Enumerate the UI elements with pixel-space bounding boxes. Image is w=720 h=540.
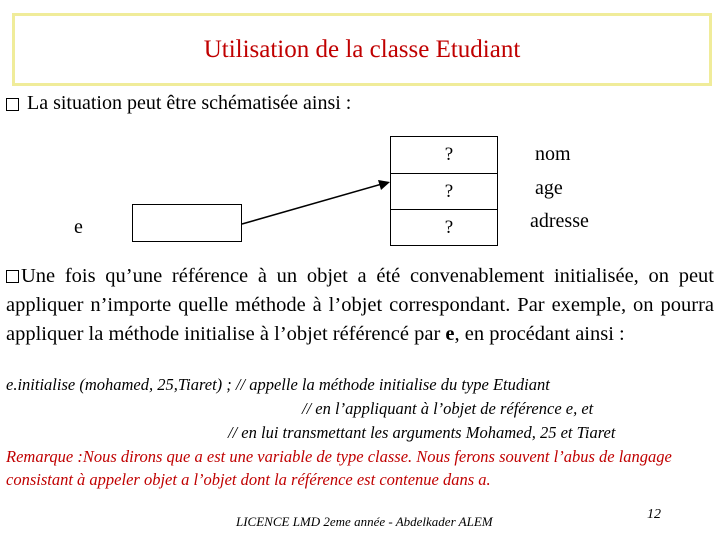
paragraph-bold: e [445, 323, 455, 345]
variable-label: e [74, 216, 83, 238]
paragraph-end: , en procédant ainsi : [454, 323, 625, 345]
object-box [390, 136, 498, 246]
field-age: age [535, 177, 563, 199]
page-number: 12 [647, 507, 661, 522]
field-nom: nom [535, 143, 571, 165]
field-adresse: adresse [530, 210, 589, 232]
checkbox-bullet-icon [6, 270, 19, 283]
code-line-2: // en l’appliquant à l’objet de référence e, et [302, 399, 594, 418]
code-line-3: // en lui transmettant les arguments Mohamed, 25 et Tiaret [228, 423, 616, 442]
slide-title: Utilisation de la classe Etudiant [203, 35, 521, 63]
explanation-paragraph [6, 262, 714, 349]
code-line-1: e.initialise (mohamed, 25,Tiaret) ; // appelle la méthode initialise du type Etudiant [6, 375, 550, 394]
intro-text: La situation peut être schématisée ainsi : [27, 92, 352, 114]
object-cell: ? [391, 173, 497, 209]
object-cell: ? [444, 144, 454, 165]
object-cell: ? [391, 209, 497, 245]
paragraph-text: Une fois qu’une référence à un objet a été convenablement initialisée, on peut appliquer n’importe quelle méthode à l’objet correspondant. Par exemple, on pourra appliquer la méthode initialise à l’objet référencé par [6, 265, 714, 345]
remark-text: Remarque :Nous dirons que a est une variable de type classe. Nous ferons souvent l’abus de langage consistant à appeler objet a l’objet dont la référence est contenue dans a. [6, 447, 672, 489]
footer: LICENCE LMD 2eme année - Abdelkader ALEM [236, 514, 493, 529]
